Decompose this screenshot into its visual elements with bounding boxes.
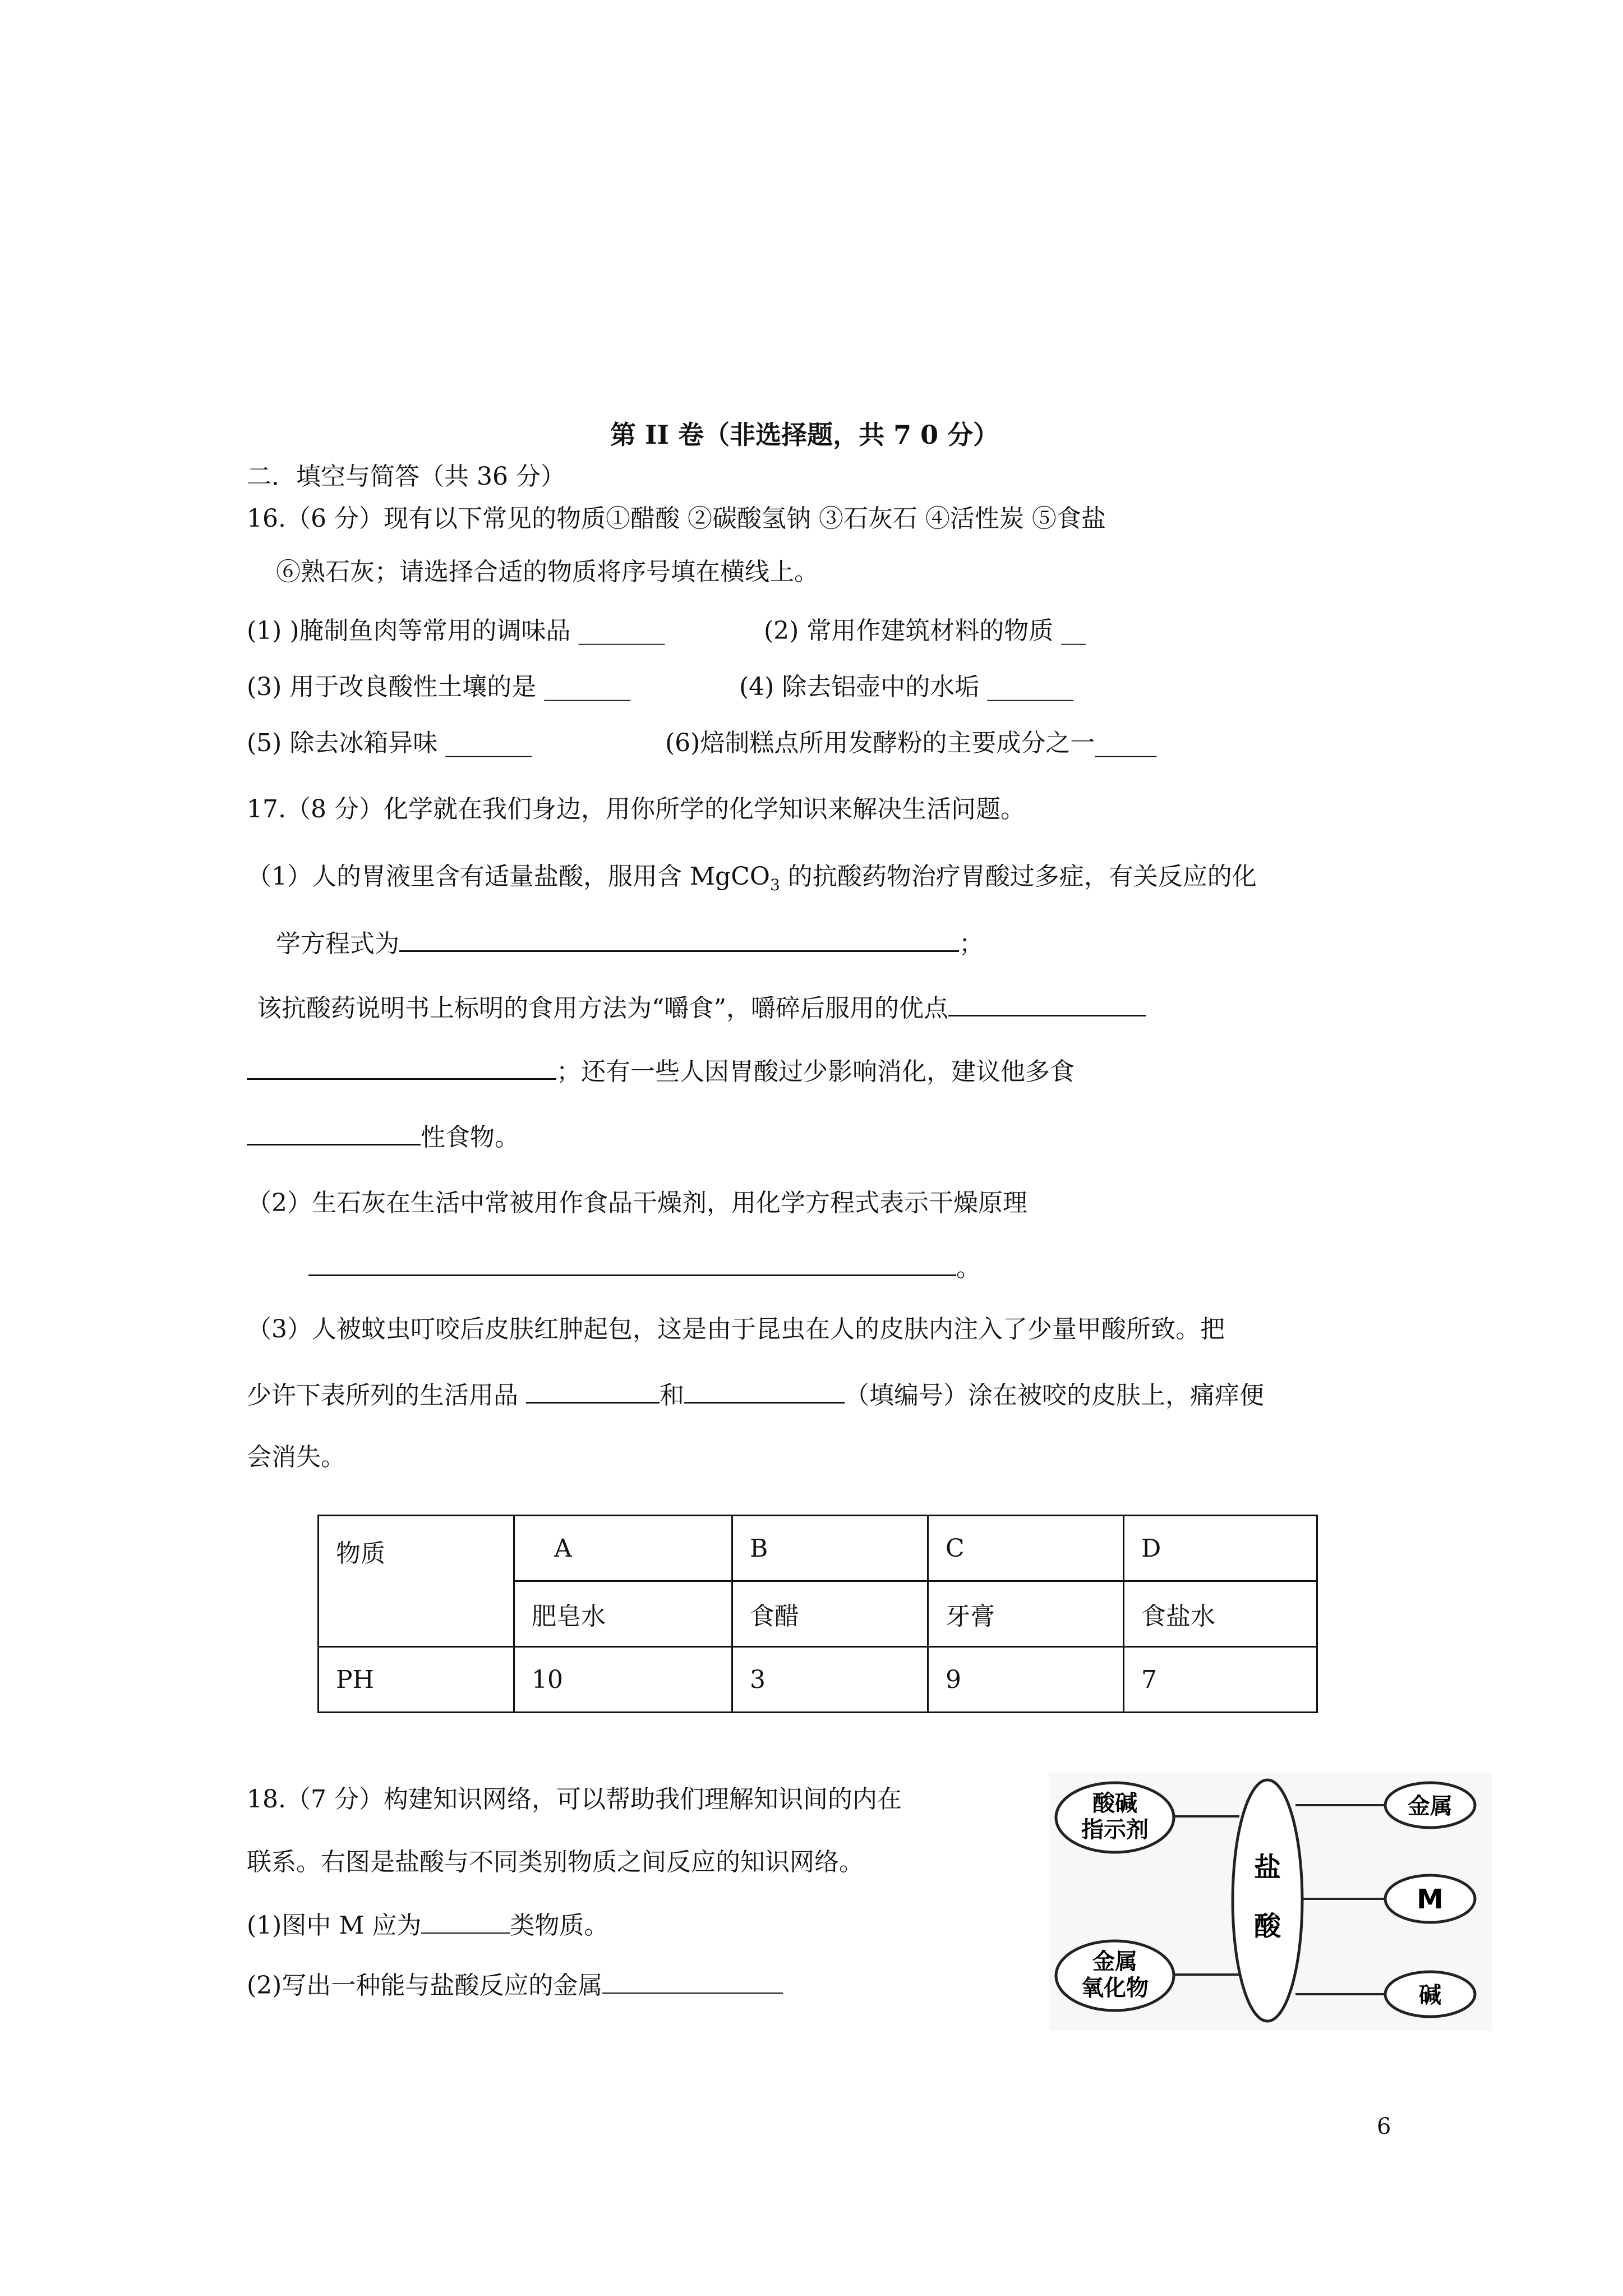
q16-stem: 16.（6 分）现有以下常见的物质①醋酸 ②碳酸氢钠 ③石灰石 ④活性炭 ⑤食盐 xyxy=(247,504,1106,533)
q17-p1a-sub: 3 xyxy=(769,875,780,894)
table-cell: 3 xyxy=(732,1647,928,1713)
q17-p1f: 性食物。 xyxy=(421,1123,519,1152)
q17-part1-line5 xyxy=(247,1119,519,1154)
q17-part2-line2 xyxy=(308,1250,981,1285)
q16-item-3: (3) 用于改良酸性土壤的是 _______ xyxy=(247,673,631,701)
q17-part1-line2 xyxy=(276,926,984,961)
center-label-2: 酸 xyxy=(1253,1911,1281,1942)
part-heading: 二．填空与简答（共 36 分） xyxy=(247,462,565,491)
q17-p3b-1: 少许下表所列的生活用品 xyxy=(247,1381,526,1410)
q18-part2 xyxy=(247,1969,783,2003)
section-title: 第 II 卷（非选择题，共 7 0 分） xyxy=(610,420,999,450)
q17-p1b: 的抗酸药物治疗胃酸过多症，有关反应的化 xyxy=(780,862,1257,891)
table-row xyxy=(319,1516,1317,1581)
m-label: M xyxy=(1417,1884,1444,1915)
q17-p1c-end: ； xyxy=(959,930,984,958)
q17-part3-line3: 会消失。 xyxy=(247,1443,345,1471)
answer-blank[interactable] xyxy=(421,1910,510,1934)
q16-item-4: (4) 除去铝壶中的水垢 _______ xyxy=(739,673,1074,701)
q17-p2-end: 。 xyxy=(956,1254,981,1282)
table-cell: D xyxy=(1124,1516,1317,1581)
q17-p1e: ；还有一些人因胃酸过少影响消化，建议他多食 xyxy=(556,1057,1075,1086)
table-cell: 9 xyxy=(928,1647,1124,1713)
metal-label: 金属 xyxy=(1408,1793,1453,1819)
center-ellipse xyxy=(1233,1780,1302,2021)
q17-stem: 17.（8 分）化学就在我们身边，用你所学的化学知识来解决生活问题。 xyxy=(247,795,1025,823)
q16-item-5: (5) 除去冰箱异味 _______ xyxy=(247,729,532,757)
q18-p1a: (1)图中 M 应为 xyxy=(247,1911,422,1940)
q17-part3-line2 xyxy=(247,1377,1264,1412)
page-number: 6 xyxy=(1377,2114,1391,2139)
q16-item-2: (2) 常用作建筑材料的物质 __ xyxy=(764,616,1086,645)
q17-part1-line4 xyxy=(247,1053,1075,1089)
q16-item-6: (6)焙制糕点所用发酵粉的主要成分之一_____ xyxy=(665,729,1157,757)
q16-stem-2: ⑥熟石灰；请选择合适的物质将序号填在横线上。 xyxy=(276,558,819,586)
answer-blank[interactable] xyxy=(247,1119,421,1145)
table-row xyxy=(319,1647,1317,1713)
q18-stem-2: 联系。右图是盐酸与不同类别物质之间反应的知识网络。 xyxy=(247,1848,864,1876)
q17-p3b-2: 和 xyxy=(660,1381,684,1410)
table-cell: 肥皂水 xyxy=(514,1581,732,1647)
q17-p1d: 该抗酸药说明书上标明的食用方法为“嚼食”，嚼碎后服用的优点 xyxy=(257,994,948,1023)
q16-item-1: (1) )腌制鱼肉等常用的调味品 _______ xyxy=(247,616,665,645)
q17-part2: （2）生石灰在生活中常被用作食品干燥剂，用化学方程式表示干燥原理 xyxy=(247,1189,1027,1217)
table-cell: A xyxy=(514,1516,732,1581)
q18-p1b: 类物质。 xyxy=(510,1911,609,1940)
q17-part1-line1 xyxy=(247,860,1257,902)
answer-blank[interactable] xyxy=(948,990,1146,1016)
table-cell: 牙膏 xyxy=(928,1581,1124,1647)
answer-blank[interactable] xyxy=(247,1053,556,1080)
table-cell: 物质 xyxy=(319,1516,514,1647)
answer-blank[interactable] xyxy=(684,1377,845,1404)
q17-p1c: 学方程式为 xyxy=(276,930,399,958)
indicator-label-1: 酸碱 xyxy=(1092,1791,1137,1816)
answer-blank[interactable] xyxy=(308,1250,956,1276)
metal-oxide-label-1: 金属 xyxy=(1092,1949,1137,1975)
q18-part1 xyxy=(247,1909,608,1943)
q18-p2: (2)写出一种能与盐酸反应的金属 xyxy=(247,1971,603,2000)
q17-p3b-3: （填编号）涂在被咬的皮肤上，痛痒便 xyxy=(845,1381,1264,1410)
q18-stem: 18.（7 分）构建知识网络，可以帮助我们理解知识间的内在 xyxy=(247,1785,902,1814)
q17-part1-line3 xyxy=(257,990,1146,1025)
hydrochloric-acid-network-diagram xyxy=(1049,1773,1492,2031)
answer-blank[interactable] xyxy=(602,1970,783,1994)
base-label: 碱 xyxy=(1419,1982,1441,2008)
table-cell: C xyxy=(928,1516,1124,1581)
center-label-1: 盐 xyxy=(1253,1852,1281,1883)
q17-p1a: （1）人的胃液里含有适量盐酸，服用含 MgCO xyxy=(247,862,770,891)
table-cell: PH xyxy=(319,1647,514,1713)
table-cell: 食盐水 xyxy=(1124,1581,1317,1647)
indicator-label-2: 指示剂 xyxy=(1081,1817,1149,1843)
table-cell: 10 xyxy=(514,1647,732,1713)
table-cell: 食醋 xyxy=(732,1581,928,1647)
answer-blank[interactable] xyxy=(526,1377,660,1404)
answer-blank[interactable] xyxy=(399,926,959,952)
ph-table xyxy=(317,1515,1318,1713)
table-cell: B xyxy=(732,1516,928,1581)
table-cell: 7 xyxy=(1124,1647,1317,1713)
metal-oxide-label-2: 氧化物 xyxy=(1081,1975,1149,2001)
q17-part3-line1: （3）人被蚊虫叮咬后皮肤红肿起包，这是由于昆虫在人的皮肤内注入了少量甲酸所致。把 xyxy=(247,1315,1225,1343)
